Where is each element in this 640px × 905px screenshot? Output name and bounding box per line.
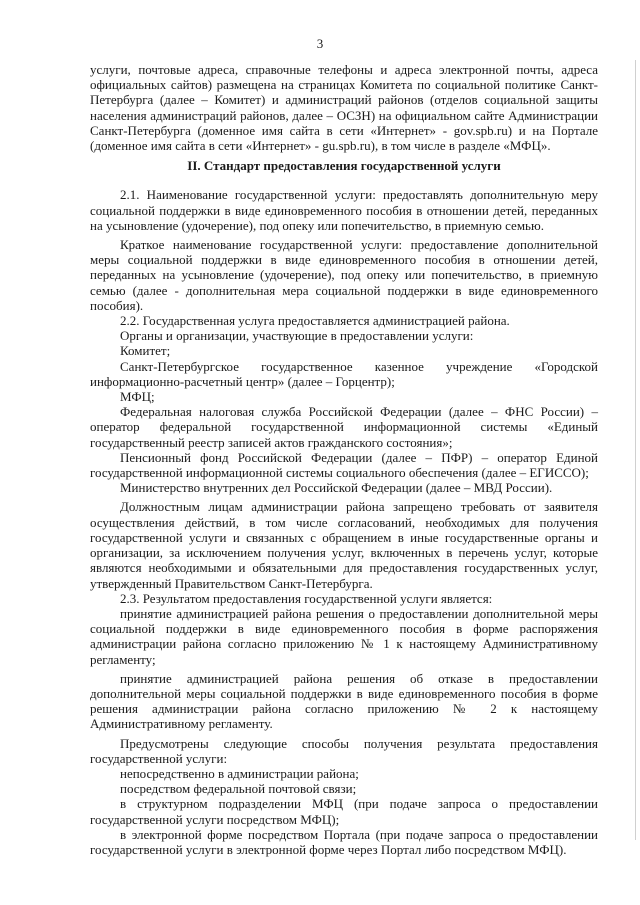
paragraph: Федеральная налоговая служба Российской Федерации (далее – ФНС России) – оператор федеральной государственной информационной системы «Единый государственный реестр записей актов гражданского состояния»; bbox=[90, 404, 598, 450]
paragraph: услуги, почтовые адреса, справочные телефоны и адреса электронной почты, адреса официальных сайтов) размещена на страницах Комитета по социальной политике Санкт-Петербурга (далее – Комитет) и администраций районов (отделов социальной защиты населения администраций районов, далее – ОСЗН) на официальном сайте Администрации Санкт-Петербурга (доменное имя сайта в сети «Интернет» - gov.spb.ru) и на Портале (доменное имя сайта в сети «Интернет» - gu.spb.ru), в том числе в разделе «МФЦ». bbox=[90, 62, 598, 154]
paragraph: Комитет; bbox=[120, 343, 171, 359]
scan-edge-shadow bbox=[635, 60, 636, 840]
paragraph: Пенсионный фонд Российской Федерации (далее – ПФР) – оператор Единой государственной информационной системы социального обеспечения (далее – ЕГИССО); bbox=[90, 449, 598, 481]
paragraph: посредством федеральной почтовой связи; bbox=[120, 781, 357, 797]
document-body bbox=[90, 62, 598, 857]
paragraph: в электронной форме посредством Портала (при подаче запроса о предоставлении государственной услуги в электронной форме через Портал либо посредством МФЦ). bbox=[90, 826, 598, 857]
paragraph: Краткое наименование государственной услуги: предоставление дополнительной меры социальной поддержки в виде единовременного пособия в отношении детей, переданных на усыновление (удочерение), под опеку или попечительство, в приемную семью (далее - дополнительная мера социальной поддержки в виде единовременного пособия). bbox=[90, 237, 598, 313]
paragraph: принятие администрацией района решения об отказе в предоставлении дополнительной меры социальной поддержки в виде единовременного пособия в форме решения администрации района согласно приложению № 2 к настоящему Административному регламенту. bbox=[90, 670, 598, 732]
paragraph: 2.1. Наименование государственной услуги: предоставлять дополнительную меру социальной поддержки в виде единовременного пособия в отношении детей, переданных на усыновление (удочерение), под опеку или попечительство, в приемную семью. bbox=[90, 187, 598, 233]
paragraph: 2.2. Государственная услуга предоставляется администрацией района. bbox=[120, 313, 510, 329]
paragraph: принятие администрацией района решения о предоставлении дополнительной меры социальной поддержки в виде единовременного пособия в форме распоряжения администрации района согласно приложению № 1 к настоящему Административному регламенту; bbox=[90, 605, 598, 667]
paragraph: Министерство внутренних дел Российской Федерации (далее – МВД России). bbox=[120, 480, 553, 496]
section-heading: II. Стандарт предоставления государственной услуги bbox=[187, 158, 501, 174]
paragraph: Санкт-Петербургское государственное казенное учреждение «Городской информационно-расчетный центр» (далее – Горцентр); bbox=[90, 358, 598, 389]
paragraph: 2.3. Результатом предоставления государственной услуги является: bbox=[120, 590, 493, 606]
paragraph: Органы и организации, участвующие в предоставлении услуги: bbox=[120, 328, 474, 344]
paragraph: Должностным лицам администрации района запрещено требовать от заявителя осуществления действий, в том числе согласований, необходимых для получения государственной услуги и связанных с обращением в иные государственные органы и организации, за исключением получения услуг, включенных в перечень услуг, которые являются необходимыми и обязательными для предоставления государственных услуг, утвержденный Правительством Санкт-Петербурга. bbox=[90, 499, 598, 591]
paragraph: непосредственно в администрации района; bbox=[120, 765, 359, 781]
page-number: 3 bbox=[316, 36, 324, 51]
paragraph: МФЦ; bbox=[120, 389, 155, 405]
paragraph: Предусмотрены следующие способы получения результата предоставления государственной услуги: bbox=[90, 735, 598, 766]
paragraph: в структурном подразделении МФЦ (при подаче запроса о предоставлении государственной услуги посредством МФЦ); bbox=[90, 796, 598, 827]
